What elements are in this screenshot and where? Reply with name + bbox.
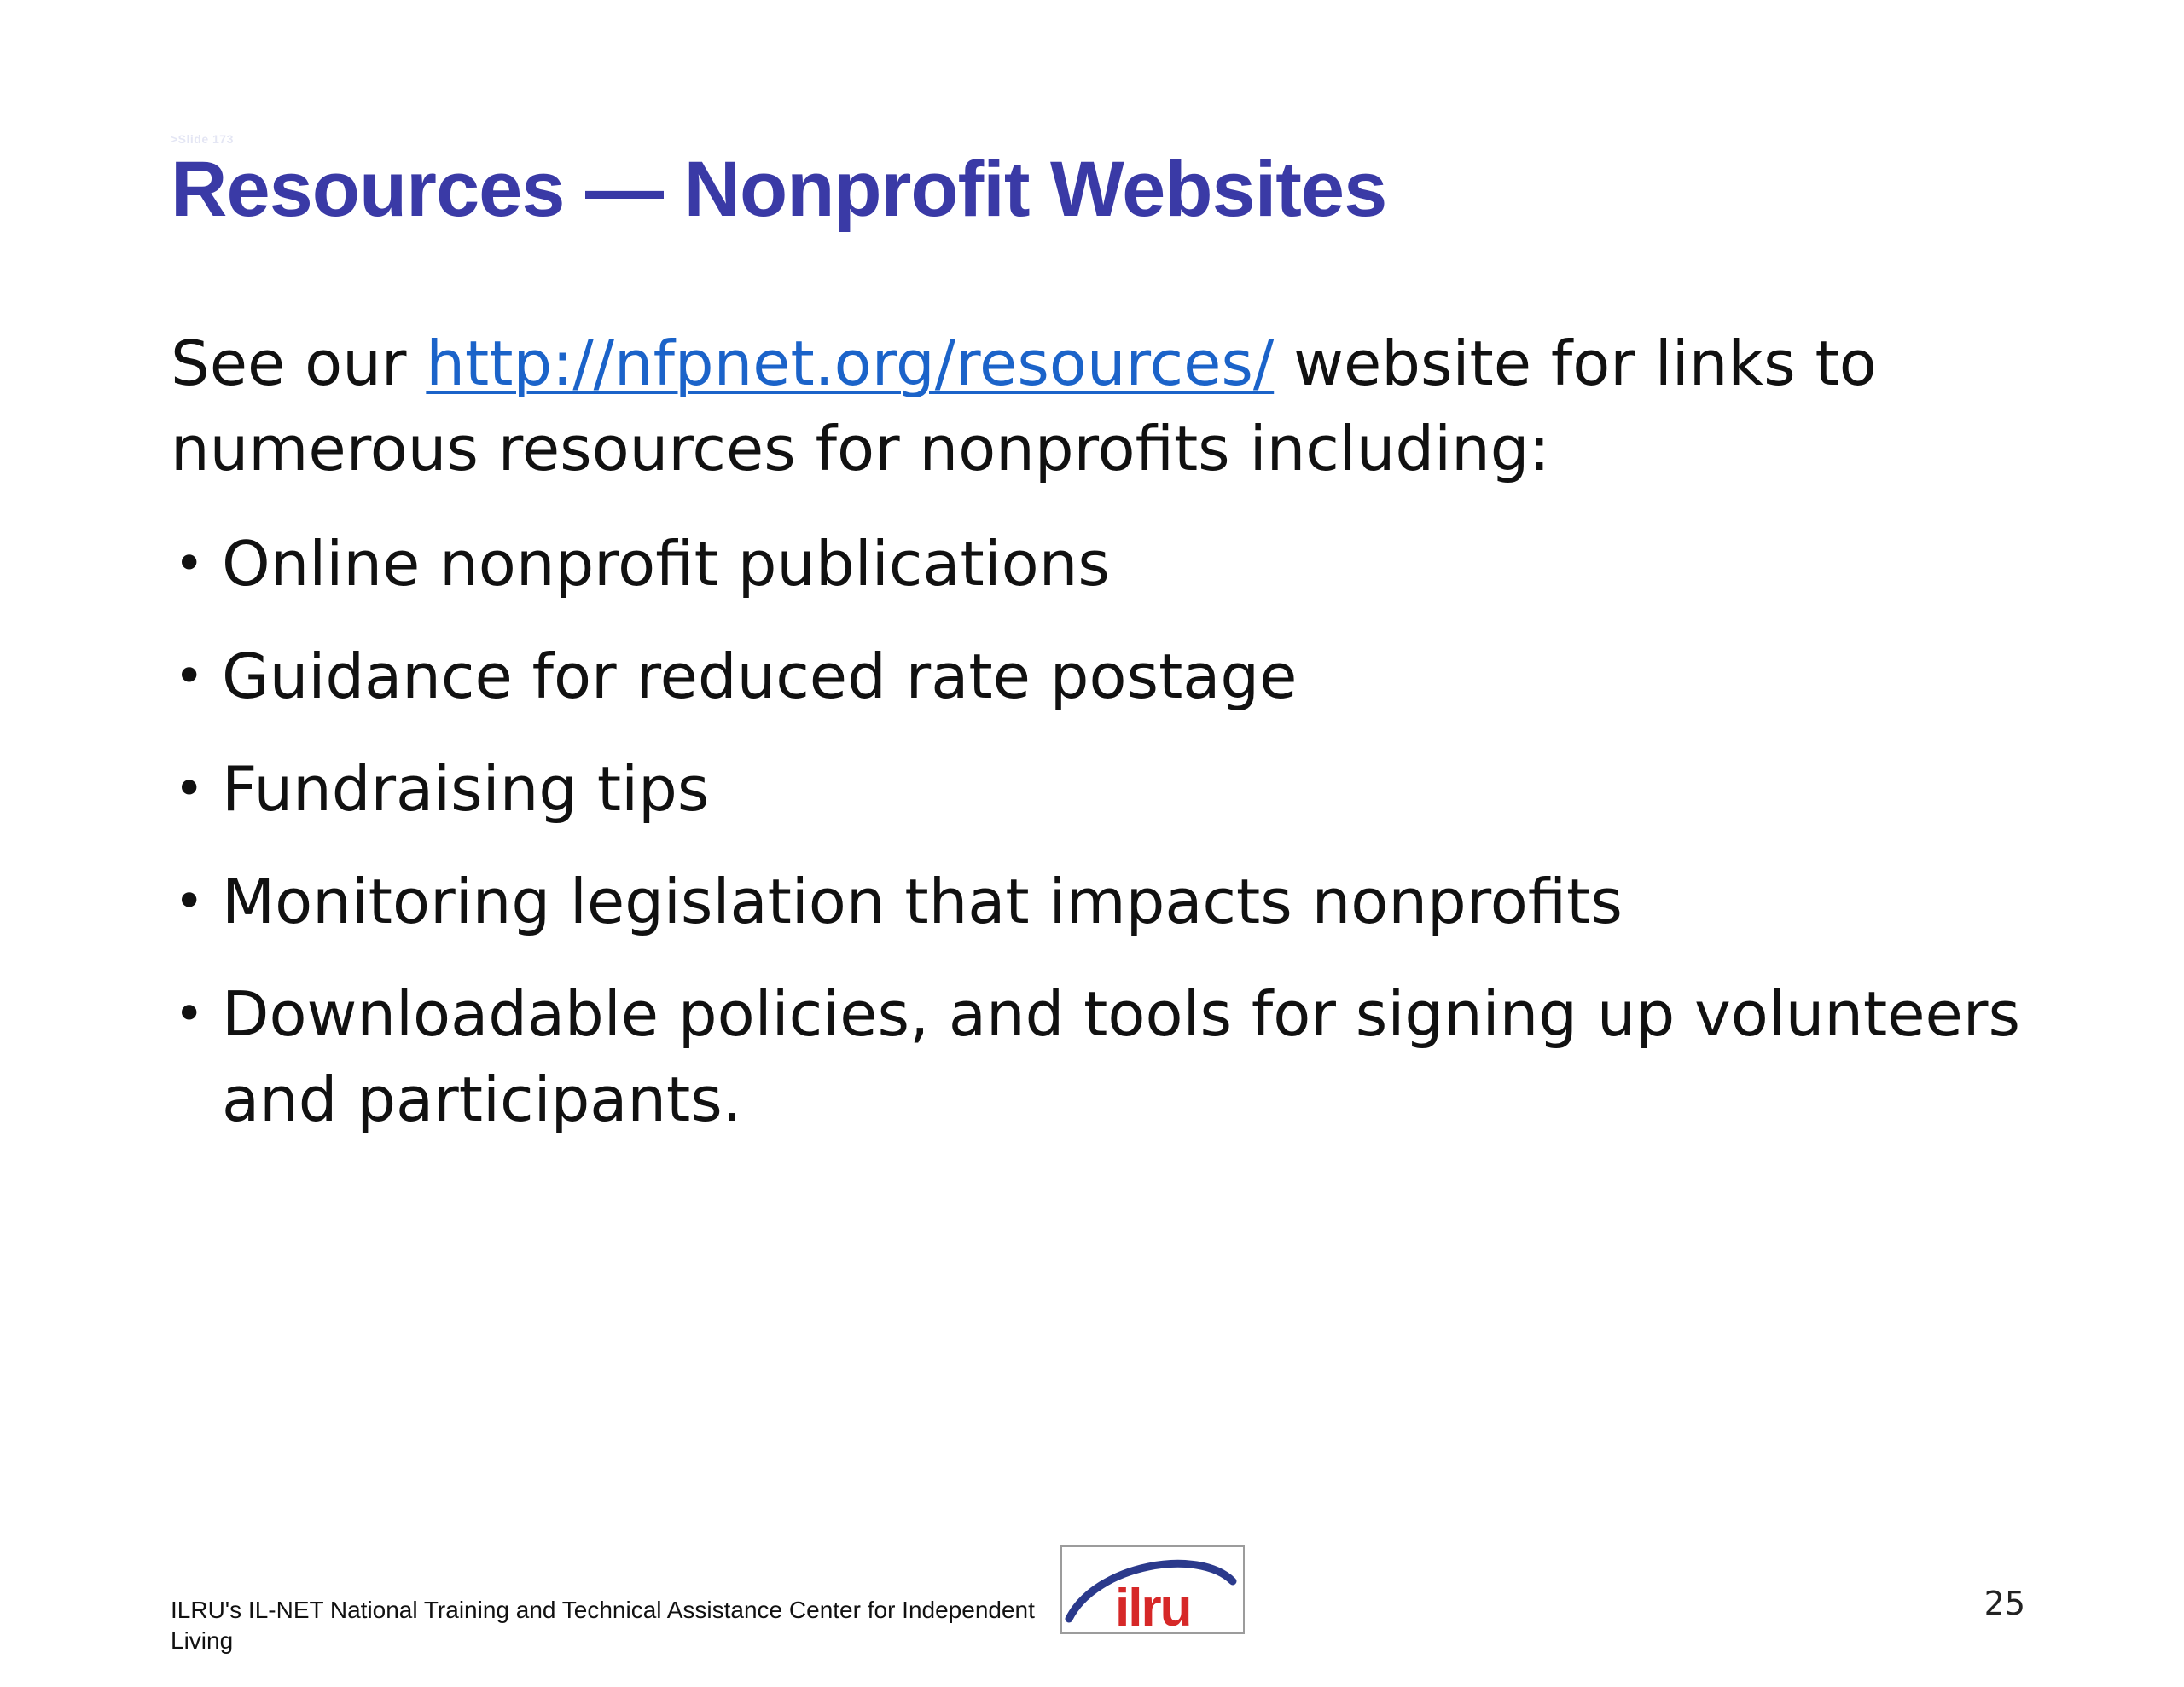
bullet-item-publications [171, 521, 2030, 606]
bullet-text: Monitoring legislation that impacts nonprofits [222, 866, 1623, 937]
bullet-item-legislation [171, 859, 2030, 944]
bullet-icon: • [174, 534, 205, 594]
bullet-text: Fundraising tips [222, 753, 710, 825]
bullet-text: Downloadable policies, and tools for signing up volunteers and participants. [222, 978, 2020, 1135]
resources-link[interactable]: http://nfpnet.org/resources/ [426, 328, 1275, 399]
footer-org-text: ILRU's IL-NET National Training and Technical Assistance Center for Independent Living [171, 1597, 1035, 1654]
slide-number-label: >Slide 173 [171, 132, 234, 146]
bullet-icon: • [174, 759, 205, 819]
bullet-item-policies [171, 971, 2030, 1142]
intro-text-before-link: See our [171, 328, 427, 399]
intro-text-after-link: website for links to numerous resources for nonprofits including: [171, 328, 1877, 484]
bullet-icon: • [174, 984, 205, 1044]
page-number: 25 [1984, 1585, 2025, 1622]
slide-title: Resources — Nonprofit Websites [171, 146, 1387, 233]
ilru-logo [1060, 1545, 1245, 1634]
resource-bullet-list [171, 521, 2030, 1169]
bullet-item-postage [171, 634, 2030, 719]
bullet-icon: • [174, 646, 205, 706]
bullet-text: Online nonprofit publications [222, 528, 1110, 600]
bullet-text: Guidance for reduced rate postage [222, 641, 1298, 712]
intro-paragraph [171, 321, 2030, 491]
logo-wordmark: ilru [1115, 1579, 1191, 1632]
bullet-icon: • [174, 872, 205, 931]
bullet-item-fundraising [171, 746, 2030, 832]
ilru-logo-icon [1062, 1547, 1243, 1632]
